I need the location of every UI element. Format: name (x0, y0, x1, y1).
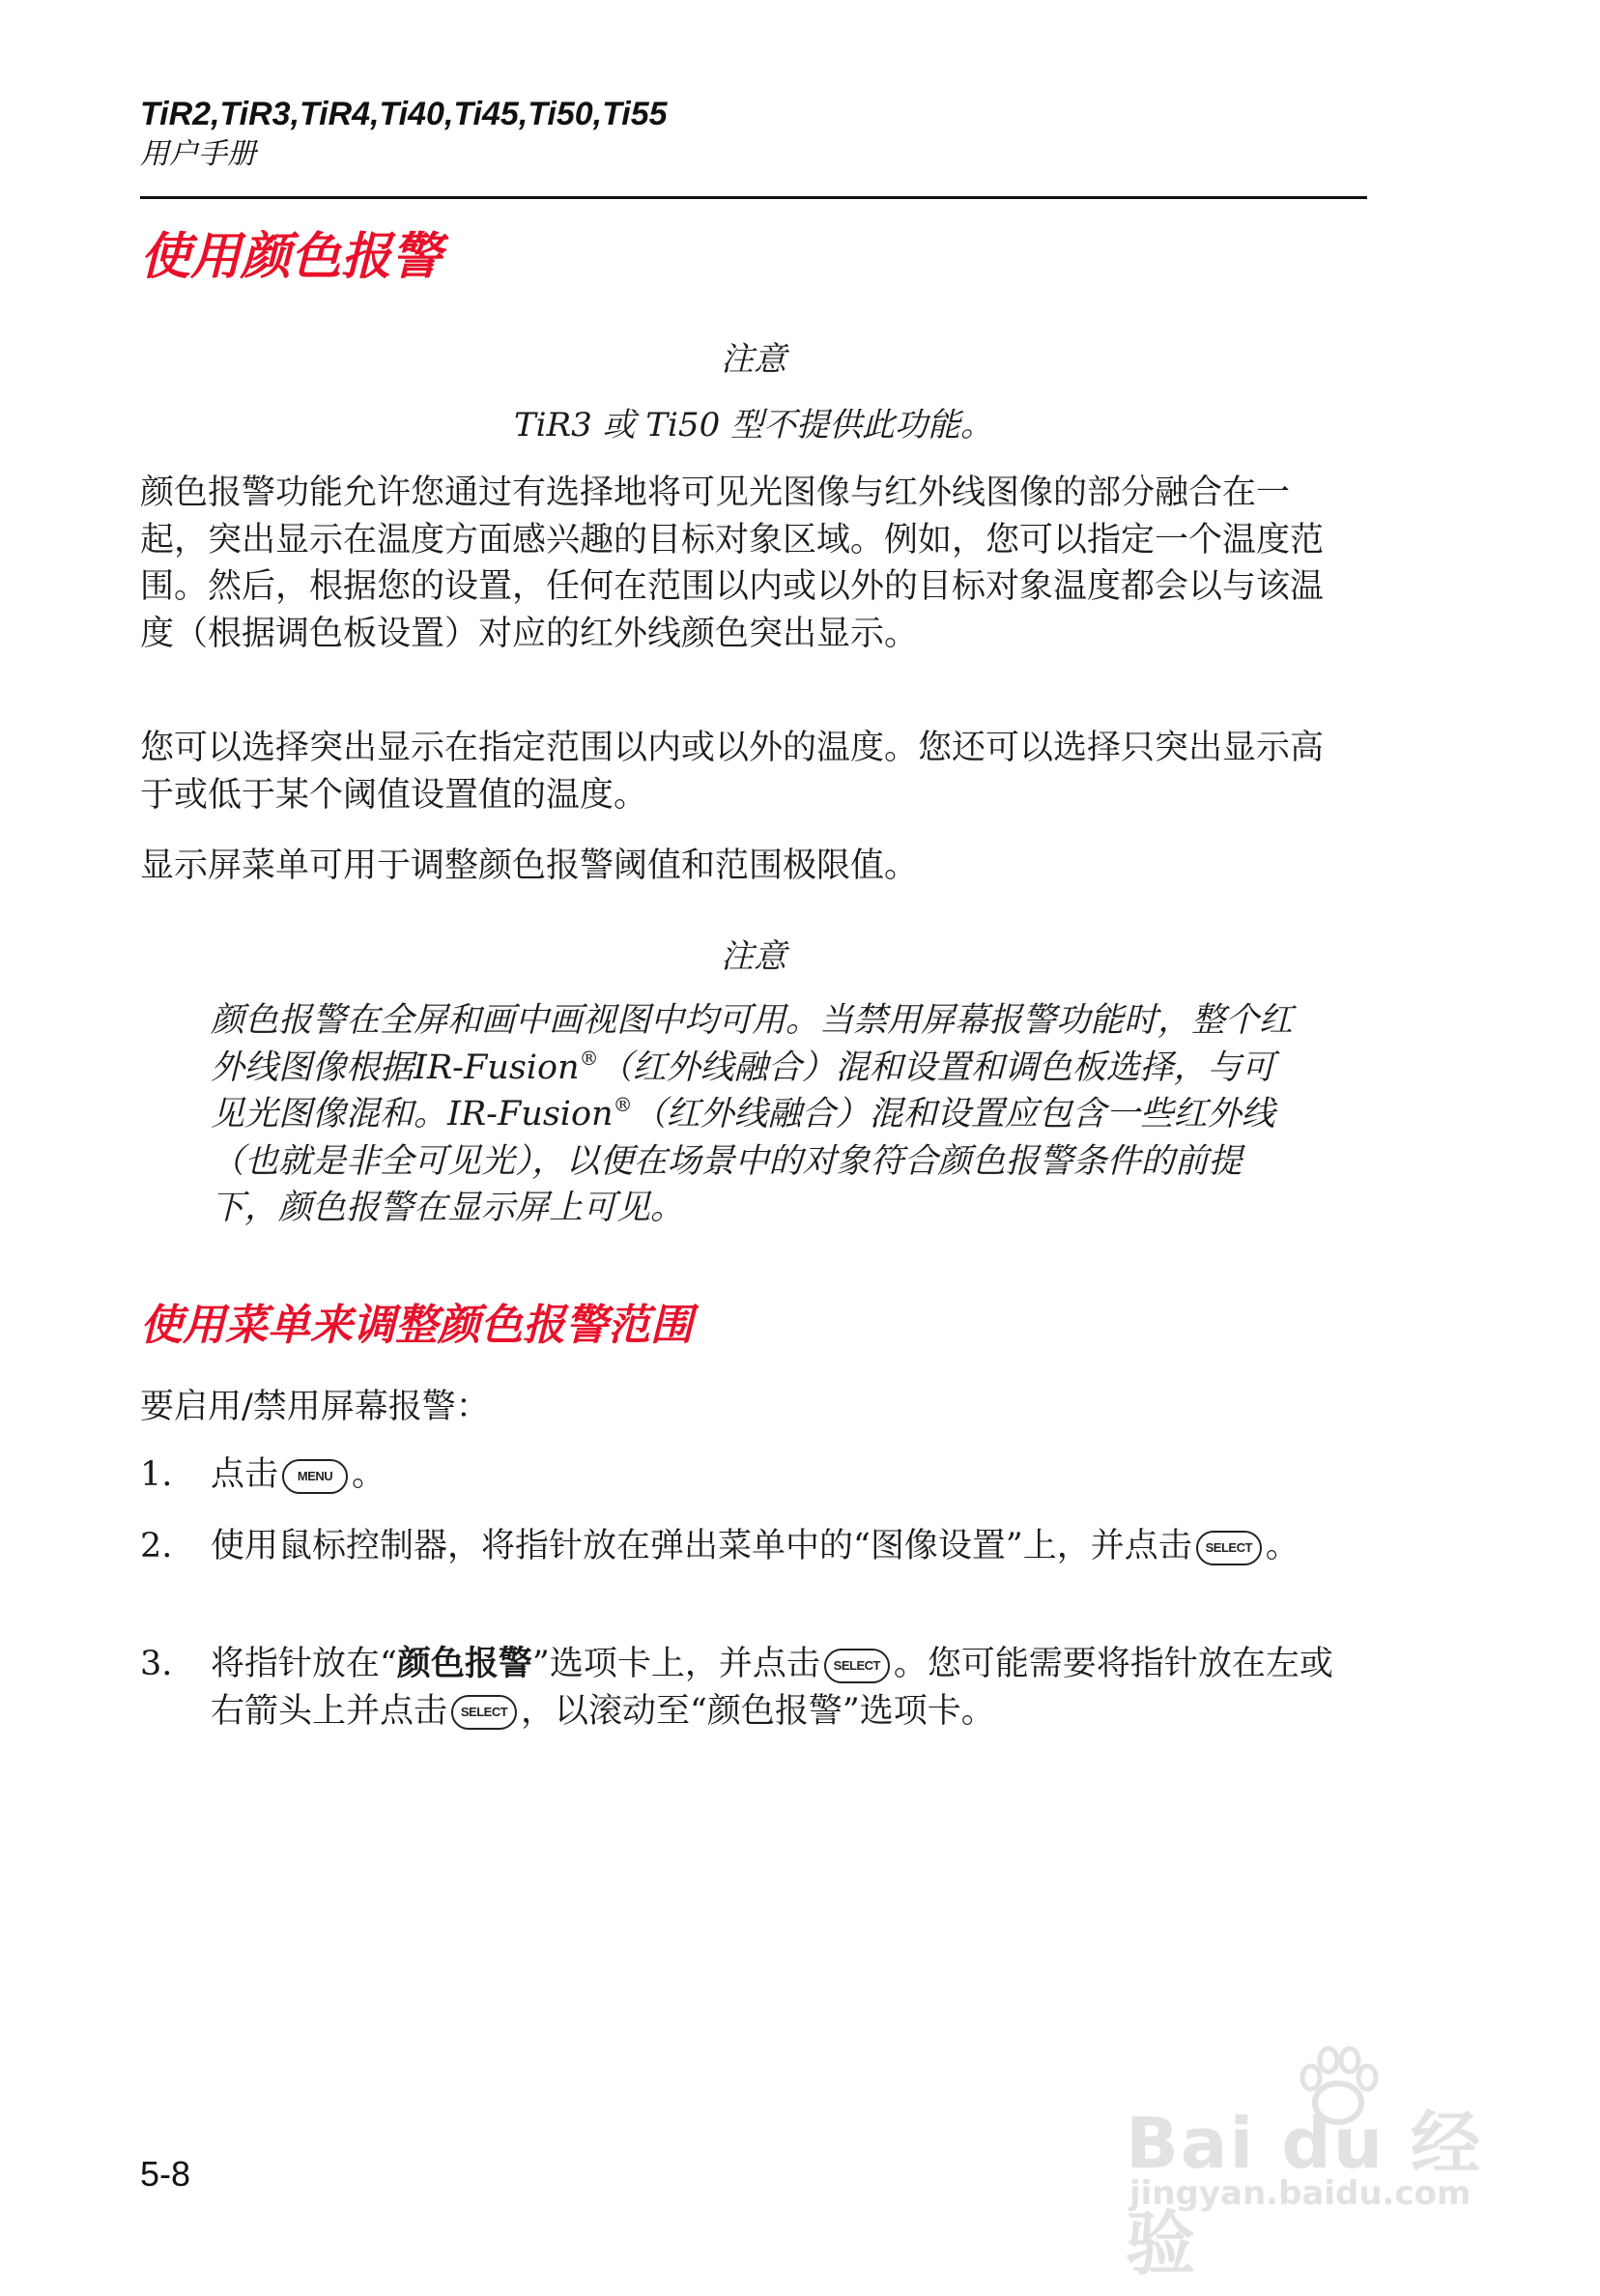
step-number: 1. (140, 1455, 173, 1494)
header-subtitle: 用户手册 (140, 138, 256, 170)
step-text-bold: 颜色报警 (396, 1644, 532, 1683)
step-text (211, 1451, 1360, 1499)
paragraph-1: 颜色报警功能允许您通过有选择地将可见光图像与红外线图像的部分融合在一起，突出显示在温度方面感兴趣的目标对象区域。例如，您可以指定一个温度范围。然后，根据您的设置，任何在范围以内或以外的目标对象温度都会以与该温度（根据调色板设置）对应的红外线颜色突出显示。 (140, 474, 1325, 653)
header-divider (140, 196, 1367, 199)
select-button-icon: SELECT (451, 1695, 517, 1730)
registered-mark: ® (613, 1093, 633, 1116)
running-header (140, 93, 1367, 174)
watermark-logo-text: Bai du 经验 (1126, 2103, 1483, 2284)
header-model-list: TiR2,TiR3,TiR4,Ti40,Ti45,Ti50,Ti55 (140, 96, 668, 132)
step-text (211, 1523, 1360, 1570)
note-1-body: TiR3 或 Ti50 型不提供此功能。 (513, 406, 994, 445)
step-text-part: ，以滚动至“颜色报警”选项卡。 (521, 1691, 995, 1731)
step-text-part: ”选项卡上，并点击 (531, 1645, 820, 1683)
step-text-part: 将指针放在“ (211, 1645, 397, 1683)
step-text-part: 使用鼠标控制器，将指针放在弹出菜单中的“图像设置”上，并点击 (211, 1527, 1192, 1565)
select-button-icon: SELECT (824, 1649, 890, 1683)
watermark-url: jingyan.baidu.com (1129, 2174, 1471, 2213)
note-2-title: 注意 (721, 937, 786, 976)
paragraph-2: 您可以选择突出显示在指定范围以内或以外的温度。您还可以选择只突出显示高于或低于某个阈值设置值的温度。 (140, 729, 1325, 815)
step-text-part: 。您可能需要将指针放在左或右箭头上并点击 (211, 1645, 1333, 1731)
note-2-body (211, 997, 1293, 1232)
paragraph-3: 显示屏菜单可用于调整颜色报警阈值和范围极限值。 (140, 847, 919, 885)
step-text-part: 。 (1265, 1527, 1300, 1565)
baidu-watermark (1126, 2039, 1502, 2284)
section-title-adjust-range: 使用菜单来调整颜色报警范围 (140, 1301, 693, 1350)
section-title-color-alarm: 使用颜色报警 (140, 228, 443, 286)
step-text-part: 点击 (211, 1455, 279, 1494)
note-1-title: 注意 (721, 340, 786, 379)
menu-button-icon: MENU (282, 1459, 348, 1494)
step-text (211, 1641, 1360, 1735)
note-2-text-2: （红外线融合）混和设置和调色板选择，与可见光图像混和。IR-Fusion (211, 1048, 1275, 1134)
step-number: 3. (140, 1645, 173, 1683)
note-2-text-3: （红外线融合）混和设置应包含一些红外线（也就是非全可见光），以便在场景中的对象符合颜色报警条件的前提下，颜色报警在显示屏上可见。 (211, 1095, 1275, 1227)
step-number: 2. (140, 1527, 173, 1565)
page-number: 5-8 (140, 2154, 191, 2194)
note-2-text-1: 颜色报警在全屏和画中画视图中均可用。当禁用屏幕报警功能时，整个红外线图像根据IR-Fusion (211, 1001, 1294, 1087)
registered-mark: ® (579, 1046, 599, 1070)
steps-intro: 要启用/禁用屏幕报警： (140, 1388, 490, 1426)
step-text-part: 。 (352, 1455, 386, 1494)
select-button-icon: SELECT (1196, 1531, 1262, 1565)
